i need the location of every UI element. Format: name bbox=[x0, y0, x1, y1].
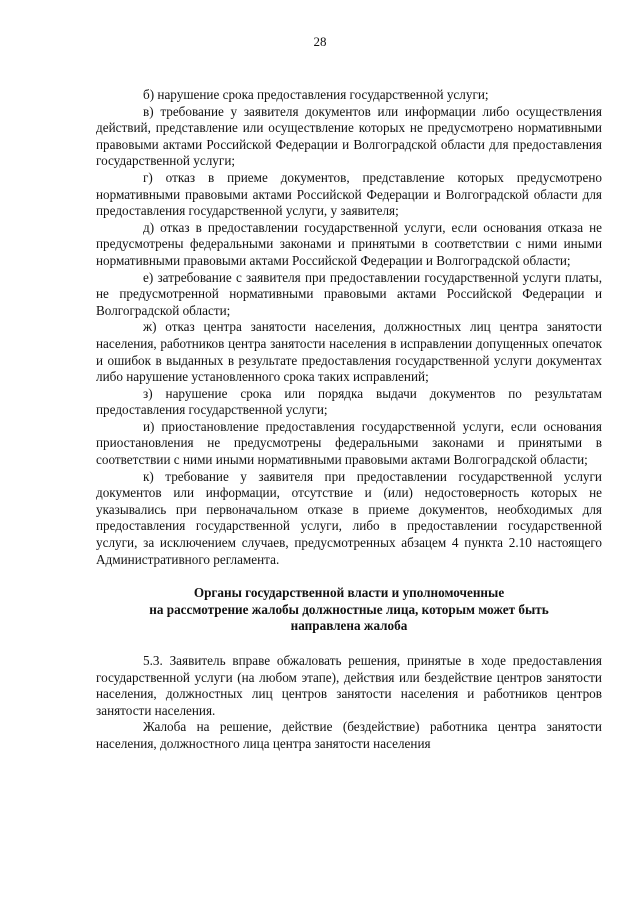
section-heading-line-3: направлена жалоба bbox=[290, 618, 408, 634]
section-heading-line-1: Органы государственной власти и уполномоченные bbox=[193, 585, 505, 601]
list-item-b: б) нарушение срока предоставления государственной услуги; bbox=[143, 87, 489, 102]
list-item-zh: ж) отказ центра занятости населения, должностных лиц центра занятости населения, работников центра занятости населения в исправлении допущенных опечаток и ошибок в выданных в результате предоставления государственной услуги документах либо нарушение установленного срока таких исправлений; bbox=[96, 319, 602, 385]
page-number: 28 bbox=[313, 34, 327, 49]
paragraph-5-3: 5.3. Заявитель вправе обжаловать решения, принятые в ходе предоставления государственной услуги (на любом этапе), действия или бездействие центров занятости населения, должностных лиц центров занятости населения и работников центров занятости населения. bbox=[96, 653, 602, 718]
list-item-d: д) отказ в предоставлении государственной услуги, если основания отказа не предусмотрены федеральными законами и принятыми в соответствии с ними иными нормативными правовыми актами Российской Федерации и Волгоградской области; bbox=[96, 219, 602, 268]
list-item-z: з) нарушение срока или порядка выдачи документов по результатам предоставления государственной услуги; bbox=[96, 385, 602, 418]
section-heading bbox=[96, 585, 602, 635]
list-item-g: г) отказ в приеме документов, представление которых предусмотрено нормативными правовыми актами Российской Федерации и Волгоградской области для предоставления государственной услуги, у заявителя; bbox=[96, 169, 602, 219]
list-item-k: к) требование у заявителя при предоставлении государственной услуги документов или информации, отсутствие и (или) недостоверность которых не указывались при первоначальном отказе в приеме документов, необходимых для предоставления государственной услуги, либо в предоставлении государственной услуги, за исключением случаев, предусмотренных абзацем 4 пункта 2.10 настоящего Административного регламента. bbox=[96, 468, 602, 567]
list-item-i: и) приостановление предоставления государственной услуги, если основания приостановления не предусмотрены федеральными законами и принятыми в соответствии с ними иными нормативными правовыми актами Волгоградской области; bbox=[96, 418, 602, 468]
paragraph-complaint: Жалоба на решение, действие (бездействие) работника центра занятости населения, должностного лица центра занятости населения bbox=[96, 719, 602, 751]
section-heading-line-2: на рассмотрение жалобы должностные лица, которым может быть bbox=[149, 601, 549, 617]
list-item-e: е) затребование с заявителя при предоставлении государственной услуги платы, не предусмотренной нормативными правовыми актами Российской Федерации и Волгоградской области; bbox=[96, 269, 602, 318]
list-item-v: в) требование у заявителя документов или информации либо осуществления действий, представление или осуществление которых не предусмотрено нормативными правовыми актами Российской Федерации и Волгоградской области для предоставления государственной услуги; bbox=[96, 103, 602, 169]
document-body bbox=[96, 87, 602, 753]
